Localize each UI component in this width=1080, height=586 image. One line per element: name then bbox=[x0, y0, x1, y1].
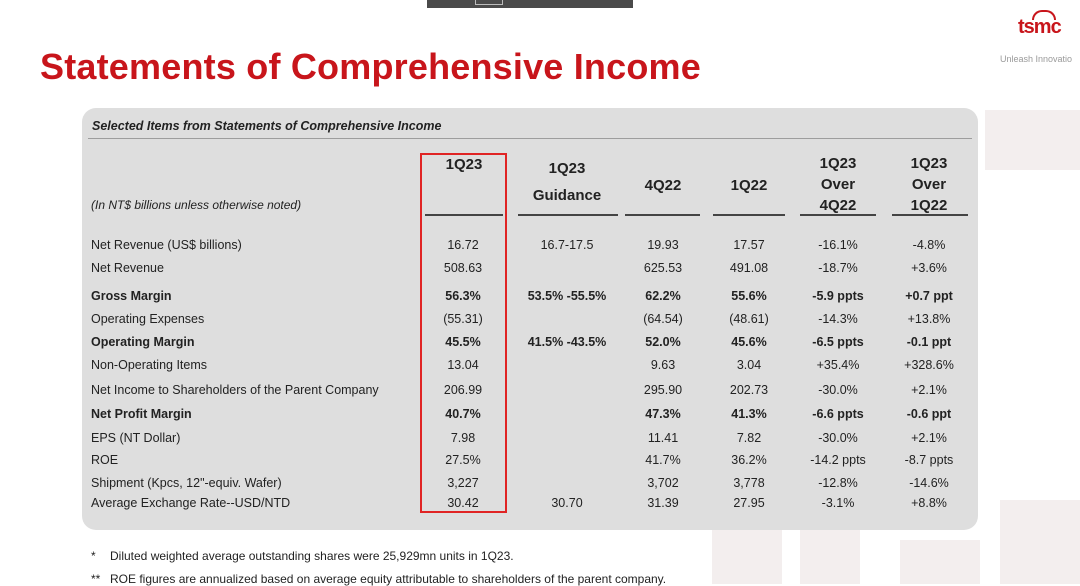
footnote bbox=[91, 572, 666, 586]
background-decoration bbox=[985, 110, 1080, 170]
row-label: Operating Expenses bbox=[91, 312, 205, 326]
header-line: 1Q23 bbox=[910, 155, 948, 172]
table-cell: 30.70 bbox=[551, 496, 583, 510]
header-underline bbox=[518, 214, 618, 216]
table-cell: -0.6 ppt bbox=[906, 407, 952, 421]
table-cell: 3,778 bbox=[733, 476, 765, 490]
table-cell: 27.95 bbox=[733, 496, 765, 510]
table-cell: 47.3% bbox=[645, 407, 681, 421]
table-cell: 508.63 bbox=[443, 261, 483, 275]
background-decoration bbox=[900, 540, 980, 584]
background-decoration bbox=[800, 530, 860, 584]
row-label: ROE bbox=[91, 453, 119, 467]
panel-title: Selected Items from Statements of Comprehensive Income bbox=[92, 119, 442, 133]
table-cell: -30.0% bbox=[818, 431, 858, 445]
table-cell: 13.04 bbox=[447, 358, 479, 372]
table-cell: (48.61) bbox=[729, 312, 769, 326]
window-top-bar bbox=[427, 0, 633, 8]
column-header-4q22 bbox=[618, 175, 708, 196]
table-cell: 53.5% -55.5% bbox=[527, 289, 607, 303]
table-cell: 41.7% bbox=[645, 453, 681, 467]
window-handle bbox=[475, 0, 503, 5]
table-cell: +8.8% bbox=[911, 496, 947, 510]
table-cell: +13.8% bbox=[907, 312, 951, 326]
table-cell: 625.53 bbox=[643, 261, 683, 275]
table-cell: -30.0% bbox=[818, 383, 858, 397]
header-line: Guidance bbox=[532, 187, 602, 204]
table-cell: -18.7% bbox=[818, 261, 858, 275]
row-label: Gross Margin bbox=[91, 289, 172, 303]
table-cell: 56.3% bbox=[445, 289, 481, 303]
footnote-mark: ** bbox=[91, 572, 101, 586]
table-cell: 45.5% bbox=[445, 335, 481, 349]
table-cell: -16.1% bbox=[818, 238, 858, 252]
header-line: 4Q22 bbox=[819, 197, 857, 214]
table-cell: 40.7% bbox=[445, 407, 481, 421]
table-cell: +328.6% bbox=[904, 358, 954, 372]
table-cell: +2.1% bbox=[911, 383, 947, 397]
table-cell: -3.1% bbox=[821, 496, 855, 510]
table-cell: 9.63 bbox=[650, 358, 676, 372]
row-label: Operating Margin bbox=[91, 335, 195, 349]
row-label: Non-Operating Items bbox=[91, 358, 208, 372]
table-cell: 491.08 bbox=[729, 261, 769, 275]
header-line: 1Q22 bbox=[910, 197, 948, 214]
table-cell: +35.4% bbox=[816, 358, 860, 372]
footnote-text: Diluted weighted average outstanding shares were 25,929mn units in 1Q23. bbox=[110, 549, 514, 563]
table-cell: -14.3% bbox=[818, 312, 858, 326]
table-cell: -5.9 ppts bbox=[812, 289, 864, 303]
panel-divider bbox=[88, 138, 972, 139]
table-cell: 202.73 bbox=[729, 383, 769, 397]
table-cell: 3,702 bbox=[647, 476, 679, 490]
row-label: EPS (NT Dollar) bbox=[91, 431, 181, 445]
table-cell: 27.5% bbox=[445, 453, 481, 467]
header-underline bbox=[892, 214, 968, 216]
header-line: 1Q23 bbox=[819, 155, 857, 172]
header-line: Over bbox=[820, 176, 856, 193]
row-label: Average Exchange Rate--USD/NTD bbox=[91, 496, 291, 510]
table-cell: 7.98 bbox=[450, 431, 476, 445]
table-cell: +3.6% bbox=[911, 261, 947, 275]
footnote-text: ROE figures are annualized based on average equity attributable to shareholders of the parent company. bbox=[110, 572, 667, 586]
table-cell: 41.5% -43.5% bbox=[527, 335, 607, 349]
table-cell: -6.5 ppts bbox=[812, 335, 864, 349]
table-cell: 295.90 bbox=[643, 383, 683, 397]
background-decoration bbox=[1000, 500, 1080, 584]
table-cell: 11.41 bbox=[647, 431, 679, 445]
header-underline bbox=[800, 214, 876, 216]
table-cell: 16.72 bbox=[447, 238, 479, 252]
column-header-1q22 bbox=[704, 175, 794, 196]
table-cell: 62.2% bbox=[645, 289, 681, 303]
table-cell: -4.8% bbox=[912, 238, 946, 252]
table-cell: 55.6% bbox=[731, 289, 767, 303]
table-cell: 17.57 bbox=[733, 238, 765, 252]
table-cell: 7.82 bbox=[736, 431, 762, 445]
column-header-guidance bbox=[512, 158, 622, 206]
table-cell: -12.8% bbox=[818, 476, 858, 490]
tsmc-logo bbox=[1000, 6, 1080, 68]
table-cell: 31.39 bbox=[647, 496, 679, 510]
table-cell: 16.7-17.5 bbox=[540, 238, 594, 252]
header-line: 1Q23 bbox=[548, 160, 586, 177]
table-cell: -14.6% bbox=[909, 476, 949, 490]
header-line: 1Q22 bbox=[730, 177, 768, 194]
table-cell: 36.2% bbox=[731, 453, 767, 467]
row-label: Net Income to Shareholders of the Parent Company bbox=[91, 383, 379, 397]
row-label: Net Profit Margin bbox=[91, 407, 192, 421]
header-underline bbox=[713, 214, 785, 216]
header-underline bbox=[625, 214, 700, 216]
header-line: 1Q23 bbox=[445, 156, 483, 173]
table-cell: 45.6% bbox=[731, 335, 767, 349]
table-cell: -6.6 ppts bbox=[812, 407, 864, 421]
column-header-over-1q22 bbox=[884, 153, 974, 216]
table-cell: 41.3% bbox=[731, 407, 767, 421]
table-cell: +2.1% bbox=[911, 431, 947, 445]
logo-tagline: Unleash Innovatio bbox=[1000, 54, 1073, 64]
units-note: (In NT$ billions unless otherwise noted) bbox=[91, 198, 302, 212]
row-label: Net Revenue (US$ billions) bbox=[91, 238, 242, 252]
table-cell: -0.1 ppt bbox=[906, 335, 952, 349]
page-title: Statements of Comprehensive Income bbox=[40, 46, 701, 87]
row-label: Net Revenue bbox=[91, 261, 164, 275]
table-cell: 30.42 bbox=[447, 496, 479, 510]
table-cell: 3,227 bbox=[447, 476, 479, 490]
header-line: 4Q22 bbox=[644, 177, 682, 194]
table-cell: (64.54) bbox=[643, 312, 683, 326]
table-cell: +0.7 ppt bbox=[905, 289, 953, 303]
table-cell: 206.99 bbox=[443, 383, 483, 397]
table-cell: 19.93 bbox=[647, 238, 679, 252]
header-line: Over bbox=[911, 176, 947, 193]
footnote-mark: * bbox=[91, 549, 96, 563]
row-label: Shipment (Kpcs, 12"-equiv. Wafer) bbox=[91, 476, 282, 490]
table-cell: -8.7 ppts bbox=[904, 453, 954, 467]
footnote bbox=[91, 549, 514, 563]
table-cell: 52.0% bbox=[645, 335, 681, 349]
highlight-box-1q23 bbox=[420, 153, 507, 513]
column-header-over-4q22 bbox=[792, 153, 884, 216]
table-cell: -14.2 ppts bbox=[810, 453, 866, 467]
logo-wordmark: tsmc bbox=[1018, 16, 1080, 42]
table-cell: 3.04 bbox=[736, 358, 762, 372]
table-cell: (55.31) bbox=[443, 312, 483, 326]
